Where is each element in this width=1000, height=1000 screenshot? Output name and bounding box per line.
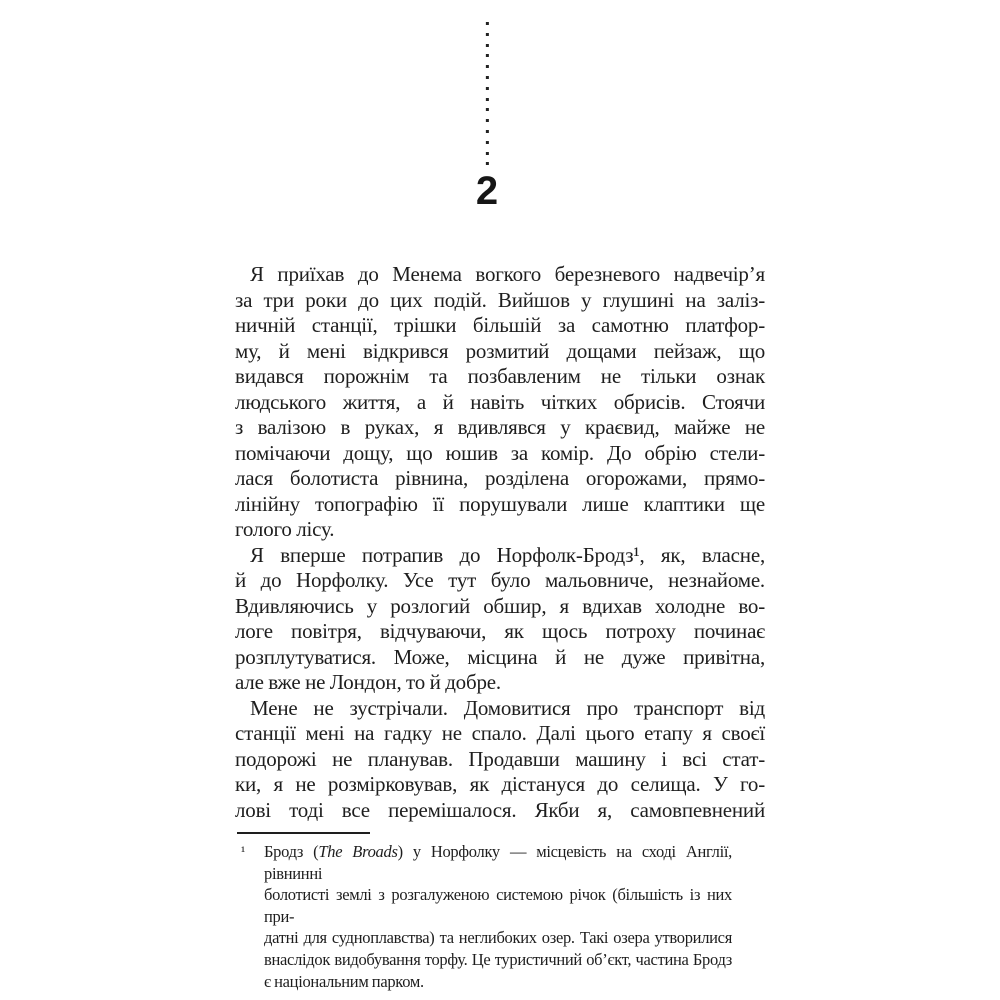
footnote-line: є національним парком.	[264, 971, 424, 991]
dot	[486, 22, 489, 25]
text-line: голого лісу.	[235, 517, 335, 541]
footnote-text-suffix: ) у Норфолку — місцевість на сході Англії, рівнинні	[264, 842, 733, 883]
dot	[486, 87, 489, 90]
footnote-marker: ¹	[241, 845, 245, 860]
dot	[486, 54, 489, 57]
text-line: Я приїхав до Менема вогкого березневого надвечір’я	[250, 262, 765, 286]
text-line: лася болотиста рівнина, розділена огорожами, прямо-	[235, 466, 765, 490]
text-line: Вдивляючись у розлогий обшир, я вдихав холодне во-	[235, 593, 765, 618]
text-line: му, й мені відкрився розмитий дощами пейзаж, що	[235, 338, 765, 363]
text-line: й до Норфолку. Усе тут було мальовниче, незнайоме.	[235, 568, 765, 592]
paragraph	[235, 543, 765, 696]
text-line: за три роки до цих подій. Вийшов у глушині на заліз-	[235, 287, 765, 312]
dot	[486, 162, 489, 165]
dot	[486, 108, 489, 111]
text-line: помічаючи дощу, що юшив за комір. До обрію стели-	[235, 440, 765, 465]
dot	[486, 44, 489, 47]
text-line: ничній станції, трішки більшій за самотню платфор-	[235, 313, 765, 337]
text-line: людського життя, а й навіть чітких обрисів. Стоячи	[235, 389, 765, 414]
text-line: розплутуватися. Може, місцина й не дуже привітна,	[235, 644, 765, 669]
chapter-number: 2	[475, 169, 499, 214]
footnote	[240, 841, 732, 992]
text-line: лові тоді все перемішалося. Якби я, самовпевнений	[235, 797, 765, 822]
text-line: подорожі не планував. Продавши машину і всі стат-	[235, 746, 765, 771]
footnote-italic-title: The Broads	[318, 842, 398, 861]
footnote-separator	[237, 832, 370, 834]
text-line: логе повітря, відчуваючи, як щось потроху починає	[235, 619, 765, 643]
footnote-line	[264, 841, 732, 884]
text-line: станції мені на гадку не спало. Далі цього етапу я своєї	[235, 721, 765, 745]
text-line: лінійну топографію її порушували лише клаптики ще	[235, 491, 765, 516]
text-line: видався порожнім та позбавленим не тільки ознак	[235, 364, 765, 388]
dotted-rule	[486, 22, 489, 165]
footnote-text-prefix: Бродз (	[264, 842, 319, 861]
body-text	[235, 262, 765, 823]
chapter-header	[475, 22, 499, 214]
dot	[486, 152, 489, 155]
footnote-line: датні для судноплавства) та неглибоких озер. Такі озера утворилися	[264, 928, 732, 948]
footnote-rest	[264, 884, 732, 992]
dot	[486, 141, 489, 144]
dot	[486, 76, 489, 79]
text-line: ки, я не розмірковував, як дістануся до селища. У го-	[235, 772, 765, 796]
text-line: Мене не зустрічали. Домовитися про транспорт від	[250, 695, 765, 720]
footnote-line: болотисті землі з розгалуженою системою річок (більшість із них при-	[264, 885, 732, 926]
paragraph	[235, 696, 765, 824]
dot	[486, 33, 489, 36]
dot	[486, 119, 489, 122]
dot	[486, 130, 489, 133]
dot	[486, 98, 489, 101]
dot	[486, 65, 489, 68]
footnote-line: внаслідок видобування торфу. Це туристичний об’єкт, частина Бродз	[264, 949, 732, 969]
text-line: але вже не Лондон, то й добре.	[235, 670, 501, 694]
text-line: Я вперше потрапив до Норфолк-Бродз¹, як, власне,	[250, 542, 765, 567]
paragraph	[235, 262, 765, 543]
text-line: з валізою в руках, я вдивлявся у краєвид, майже не	[235, 415, 765, 439]
